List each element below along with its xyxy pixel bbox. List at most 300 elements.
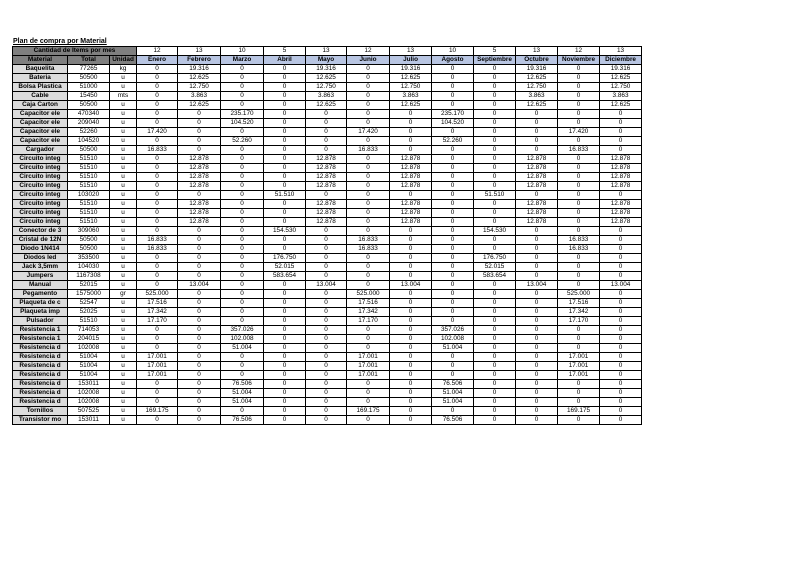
month-value-cell: 0	[390, 128, 432, 137]
month-value-cell: 0	[600, 263, 642, 272]
month-value-cell: 102.008	[221, 335, 264, 344]
month-value-cell: 0	[264, 362, 306, 371]
month-value-cell: 12.878	[390, 164, 432, 173]
unit-cell: u	[110, 128, 137, 137]
month-value-cell: 0	[347, 137, 390, 146]
table-row	[13, 362, 642, 371]
month-value-cell: 12.625	[178, 74, 221, 83]
month-value-cell: 169.175	[347, 407, 390, 416]
month-value-cell: 0	[390, 191, 432, 200]
month-value-cell: 0	[137, 200, 178, 209]
month-value-cell: 0	[221, 227, 264, 236]
month-value-cell: 0	[390, 245, 432, 254]
month-header: Octubre	[516, 56, 558, 65]
month-value-cell: 0	[558, 200, 600, 209]
unit-cell: u	[110, 227, 137, 236]
month-value-cell: 235.170	[221, 110, 264, 119]
month-value-cell: 0	[221, 353, 264, 362]
material-cell: Bateria	[13, 74, 68, 83]
month-value-cell: 0	[474, 389, 516, 398]
month-value-cell: 0	[347, 263, 390, 272]
month-value-cell: 0	[221, 155, 264, 164]
month-value-cell: 12.878	[516, 200, 558, 209]
table-row	[13, 281, 642, 290]
month-value-cell: 16.833	[137, 146, 178, 155]
month-value-cell: 0	[306, 389, 347, 398]
month-value-cell: 0	[264, 128, 306, 137]
month-value-cell: 0	[600, 398, 642, 407]
total-cell: 51000	[68, 83, 110, 92]
unit-cell: u	[110, 137, 137, 146]
month-value-cell: 0	[558, 380, 600, 389]
month-value-cell: 16.833	[558, 146, 600, 155]
month-value-cell: 12.625	[390, 74, 432, 83]
month-value-cell: 0	[178, 344, 221, 353]
month-value-cell: 13.004	[178, 281, 221, 290]
month-value-cell: 0	[264, 155, 306, 164]
month-value-cell: 0	[264, 308, 306, 317]
month-value-cell: 0	[432, 146, 474, 155]
month-value-cell: 0	[178, 137, 221, 146]
month-value-cell: 0	[474, 92, 516, 101]
material-cell: Pegamento	[13, 290, 68, 299]
month-value-cell: 0	[264, 371, 306, 380]
month-value-cell: 12.878	[390, 173, 432, 182]
month-value-cell: 17.001	[558, 353, 600, 362]
unit-cell: u	[110, 344, 137, 353]
month-value-cell: 0	[347, 119, 390, 128]
month-value-cell: 12.625	[306, 101, 347, 110]
table-row	[13, 128, 642, 137]
month-value-cell: 12.750	[600, 83, 642, 92]
unit-cell: u	[110, 119, 137, 128]
month-value-cell: 0	[178, 227, 221, 236]
table-row	[13, 380, 642, 389]
month-value-cell: 0	[137, 209, 178, 218]
total-cell: 153011	[68, 380, 110, 389]
month-value-cell: 0	[600, 299, 642, 308]
total-cell: 51510	[68, 209, 110, 218]
total-cell: 50500	[68, 146, 110, 155]
month-value-cell: 0	[474, 236, 516, 245]
month-value-cell: 525.000	[558, 290, 600, 299]
unit-cell: u	[110, 308, 137, 317]
month-value-cell: 0	[264, 236, 306, 245]
month-value-cell: 0	[516, 245, 558, 254]
month-value-cell: 0	[221, 308, 264, 317]
month-value-cell: 0	[390, 389, 432, 398]
month-value-cell: 12.750	[516, 83, 558, 92]
month-value-cell: 0	[264, 416, 306, 425]
month-count: 5	[474, 47, 516, 56]
month-value-cell: 0	[137, 155, 178, 164]
month-value-cell: 0	[264, 344, 306, 353]
month-value-cell: 0	[178, 389, 221, 398]
month-value-cell: 0	[347, 281, 390, 290]
month-value-cell: 0	[432, 317, 474, 326]
month-value-cell: 17.001	[347, 371, 390, 380]
month-value-cell: 0	[306, 326, 347, 335]
month-value-cell: 0	[347, 65, 390, 74]
month-value-cell: 0	[474, 110, 516, 119]
month-count: 12	[558, 47, 600, 56]
month-value-cell: 0	[600, 308, 642, 317]
month-value-cell: 12.878	[600, 200, 642, 209]
month-value-cell: 0	[390, 119, 432, 128]
total-cell: 51510	[68, 182, 110, 191]
table-row	[13, 209, 642, 218]
material-cell: Jumpers	[13, 272, 68, 281]
unit-cell: u	[110, 83, 137, 92]
month-value-cell: 0	[558, 110, 600, 119]
table-row	[13, 173, 642, 182]
unit-cell: u	[110, 110, 137, 119]
month-value-cell: 0	[600, 407, 642, 416]
month-value-cell: 0	[390, 272, 432, 281]
month-value-cell: 104.520	[221, 119, 264, 128]
material-cell: Capacitor ele	[13, 137, 68, 146]
col-material: Material	[13, 56, 68, 65]
month-value-cell: 0	[137, 101, 178, 110]
month-value-cell: 12.878	[600, 173, 642, 182]
month-value-cell: 0	[390, 254, 432, 263]
month-value-cell: 0	[516, 416, 558, 425]
month-value-cell: 12.878	[600, 182, 642, 191]
unit-cell: u	[110, 200, 137, 209]
month-value-cell: 0	[432, 272, 474, 281]
month-value-cell: 0	[432, 290, 474, 299]
month-value-cell: 0	[432, 173, 474, 182]
month-value-cell: 0	[600, 317, 642, 326]
month-value-cell: 12.878	[390, 182, 432, 191]
month-value-cell: 0	[600, 137, 642, 146]
month-value-cell: 0	[264, 245, 306, 254]
month-value-cell: 13.004	[516, 281, 558, 290]
month-value-cell: 0	[474, 344, 516, 353]
month-value-cell: 12.878	[516, 164, 558, 173]
month-value-cell: 0	[474, 335, 516, 344]
table-row	[13, 299, 642, 308]
month-value-cell: 12.625	[390, 101, 432, 110]
month-value-cell: 0	[558, 254, 600, 263]
month-value-cell: 0	[264, 74, 306, 83]
month-value-cell: 3.863	[178, 92, 221, 101]
total-cell: 209040	[68, 119, 110, 128]
month-value-cell: 0	[558, 416, 600, 425]
material-cell: Circuito integ	[13, 155, 68, 164]
month-value-cell: 0	[347, 218, 390, 227]
month-value-cell: 0	[347, 398, 390, 407]
month-value-cell: 0	[600, 119, 642, 128]
month-value-cell: 0	[474, 155, 516, 164]
month-value-cell: 0	[432, 371, 474, 380]
month-value-cell: 0	[474, 416, 516, 425]
month-header: Marzo	[221, 56, 264, 65]
month-value-cell: 0	[178, 245, 221, 254]
month-value-cell: 0	[221, 281, 264, 290]
month-value-cell: 0	[432, 182, 474, 191]
month-value-cell: 0	[558, 389, 600, 398]
table-row	[13, 308, 642, 317]
month-value-cell: 12.878	[390, 218, 432, 227]
total-cell: 77265	[68, 65, 110, 74]
col-unidad: Unidad	[110, 56, 137, 65]
month-value-cell: 0	[306, 245, 347, 254]
month-value-cell: 0	[432, 74, 474, 83]
month-value-cell: 17.001	[347, 362, 390, 371]
month-count: 13	[306, 47, 347, 56]
month-value-cell: 51.004	[221, 389, 264, 398]
unit-cell: u	[110, 263, 137, 272]
unit-cell: u	[110, 299, 137, 308]
table-row	[13, 344, 642, 353]
table-row	[13, 137, 642, 146]
month-value-cell: 0	[306, 398, 347, 407]
month-value-cell: 12.878	[306, 173, 347, 182]
unit-cell: u	[110, 245, 137, 254]
month-value-cell: 0	[221, 272, 264, 281]
total-cell: 104030	[68, 263, 110, 272]
month-value-cell: 0	[558, 398, 600, 407]
month-value-cell: 0	[558, 137, 600, 146]
material-cell: Resistencia d	[13, 380, 68, 389]
unit-cell: u	[110, 182, 137, 191]
table-row	[13, 164, 642, 173]
month-value-cell: 0	[306, 119, 347, 128]
month-value-cell: 12.878	[178, 200, 221, 209]
total-cell: 103020	[68, 191, 110, 200]
material-cell: Circuito integ	[13, 191, 68, 200]
month-value-cell: 0	[558, 164, 600, 173]
unit-cell: u	[110, 335, 137, 344]
month-value-cell: 12.878	[600, 218, 642, 227]
month-value-cell: 154.530	[264, 227, 306, 236]
month-value-cell: 0	[264, 389, 306, 398]
month-value-cell: 0	[600, 362, 642, 371]
month-value-cell: 12.878	[516, 209, 558, 218]
month-value-cell: 51.510	[474, 191, 516, 200]
month-value-cell: 0	[221, 146, 264, 155]
unit-cell: u	[110, 236, 137, 245]
month-value-cell: 0	[137, 335, 178, 344]
month-value-cell: 0	[516, 227, 558, 236]
month-value-cell: 0	[178, 335, 221, 344]
month-value-cell: 0	[137, 254, 178, 263]
month-value-cell: 0	[137, 119, 178, 128]
month-value-cell: 0	[600, 146, 642, 155]
month-value-cell: 0	[432, 209, 474, 218]
month-value-cell: 0	[264, 299, 306, 308]
month-value-cell: 0	[264, 209, 306, 218]
month-value-cell: 0	[347, 326, 390, 335]
month-value-cell: 0	[264, 380, 306, 389]
month-value-cell: 3.863	[390, 92, 432, 101]
month-value-cell: 0	[390, 110, 432, 119]
month-value-cell: 0	[474, 290, 516, 299]
month-value-cell: 583.654	[264, 272, 306, 281]
month-value-cell: 0	[221, 290, 264, 299]
month-value-cell: 0	[390, 290, 432, 299]
month-value-cell: 0	[600, 353, 642, 362]
month-value-cell: 0	[474, 407, 516, 416]
total-cell: 309060	[68, 227, 110, 236]
month-value-cell: 0	[347, 155, 390, 164]
month-count: 5	[264, 47, 306, 56]
total-cell: 204015	[68, 335, 110, 344]
month-value-cell: 0	[178, 191, 221, 200]
purchase-plan-table	[12, 46, 642, 425]
month-value-cell: 0	[474, 200, 516, 209]
table-row	[13, 119, 642, 128]
total-cell: 50500	[68, 245, 110, 254]
month-value-cell: 12.878	[306, 209, 347, 218]
month-value-cell: 0	[516, 263, 558, 272]
month-value-cell: 0	[264, 110, 306, 119]
month-value-cell: 0	[516, 137, 558, 146]
month-value-cell: 17.001	[558, 371, 600, 380]
month-value-cell: 0	[306, 344, 347, 353]
table-row	[13, 272, 642, 281]
month-value-cell: 0	[558, 173, 600, 182]
month-value-cell: 0	[306, 137, 347, 146]
month-value-cell: 51.510	[264, 191, 306, 200]
total-cell: 102008	[68, 389, 110, 398]
material-cell: Circuito integ	[13, 209, 68, 218]
month-header: Diciembre	[600, 56, 642, 65]
month-value-cell: 0	[264, 173, 306, 182]
month-value-cell: 0	[306, 236, 347, 245]
month-value-cell: 0	[347, 101, 390, 110]
month-value-cell: 0	[221, 74, 264, 83]
month-value-cell: 0	[137, 344, 178, 353]
month-value-cell: 0	[474, 326, 516, 335]
month-value-cell: 0	[306, 290, 347, 299]
month-value-cell: 0	[558, 74, 600, 83]
month-value-cell: 0	[474, 83, 516, 92]
total-cell: 51510	[68, 317, 110, 326]
month-value-cell: 3.863	[516, 92, 558, 101]
total-cell: 51004	[68, 353, 110, 362]
month-value-cell: 76.506	[432, 380, 474, 389]
month-value-cell: 102.008	[432, 335, 474, 344]
material-cell: Resistencia 1	[13, 326, 68, 335]
material-cell: Manual	[13, 281, 68, 290]
material-cell: Circuito integ	[13, 173, 68, 182]
month-value-cell: 0	[600, 128, 642, 137]
month-value-cell: 0	[474, 74, 516, 83]
material-cell: Transistor mo	[13, 416, 68, 425]
month-value-cell: 0	[474, 65, 516, 74]
material-cell: Capacitor ele	[13, 110, 68, 119]
month-value-cell: 0	[390, 263, 432, 272]
month-value-cell: 17.001	[137, 362, 178, 371]
month-value-cell: 0	[600, 290, 642, 299]
month-value-cell: 357.026	[432, 326, 474, 335]
month-value-cell: 0	[221, 191, 264, 200]
month-value-cell: 0	[137, 380, 178, 389]
month-value-cell: 0	[347, 92, 390, 101]
month-value-cell: 76.506	[221, 416, 264, 425]
month-value-cell: 176.750	[264, 254, 306, 263]
material-cell: Cargador	[13, 146, 68, 155]
month-value-cell: 0	[516, 290, 558, 299]
month-value-cell: 0	[178, 380, 221, 389]
month-value-cell: 13.004	[390, 281, 432, 290]
month-value-cell: 12.750	[306, 83, 347, 92]
month-value-cell: 51.004	[432, 389, 474, 398]
table-row	[13, 389, 642, 398]
month-value-cell: 0	[221, 83, 264, 92]
month-value-cell: 0	[137, 272, 178, 281]
material-cell: Circuito integ	[13, 164, 68, 173]
month-value-cell: 0	[432, 353, 474, 362]
month-value-cell: 0	[137, 74, 178, 83]
month-value-cell: 0	[347, 380, 390, 389]
month-value-cell: 0	[474, 128, 516, 137]
month-value-cell: 0	[221, 173, 264, 182]
month-value-cell: 0	[558, 83, 600, 92]
month-value-cell: 0	[347, 389, 390, 398]
month-value-cell: 0	[221, 317, 264, 326]
month-value-cell: 0	[347, 200, 390, 209]
month-value-cell: 0	[347, 227, 390, 236]
month-value-cell: 0	[516, 335, 558, 344]
unit-cell: u	[110, 191, 137, 200]
month-value-cell: 154.530	[474, 227, 516, 236]
month-value-cell: 17.342	[558, 308, 600, 317]
total-cell: 51510	[68, 218, 110, 227]
month-value-cell: 12.878	[306, 218, 347, 227]
month-value-cell: 0	[390, 371, 432, 380]
month-value-cell: 0	[516, 380, 558, 389]
month-value-cell: 0	[600, 110, 642, 119]
month-value-cell: 16.833	[137, 236, 178, 245]
table-row	[13, 371, 642, 380]
month-value-cell: 17.342	[347, 308, 390, 317]
month-value-cell: 12.625	[178, 101, 221, 110]
month-value-cell: 0	[178, 254, 221, 263]
total-cell: 104520	[68, 137, 110, 146]
month-value-cell: 12.625	[516, 101, 558, 110]
table-row	[13, 263, 642, 272]
col-total: Total	[68, 56, 110, 65]
month-value-cell: 525.000	[137, 290, 178, 299]
table-row	[13, 92, 642, 101]
month-value-cell: 0	[137, 227, 178, 236]
month-value-cell: 17.001	[137, 371, 178, 380]
unit-cell: u	[110, 281, 137, 290]
month-value-cell: 169.175	[558, 407, 600, 416]
month-value-cell: 12.878	[306, 182, 347, 191]
unit-cell: u	[110, 398, 137, 407]
month-value-cell: 0	[306, 191, 347, 200]
table-row	[13, 65, 642, 74]
month-value-cell: 0	[306, 227, 347, 236]
month-value-cell: 51.004	[221, 398, 264, 407]
month-value-cell: 16.833	[347, 245, 390, 254]
month-value-cell: 0	[178, 290, 221, 299]
month-value-cell: 0	[347, 74, 390, 83]
month-value-cell: 0	[178, 398, 221, 407]
month-value-cell: 12.878	[390, 155, 432, 164]
month-value-cell: 525.000	[347, 290, 390, 299]
month-count: 13	[600, 47, 642, 56]
month-value-cell: 0	[264, 92, 306, 101]
month-value-cell: 17.420	[347, 128, 390, 137]
month-value-cell: 12.878	[516, 182, 558, 191]
month-value-cell: 0	[516, 272, 558, 281]
material-cell: Capacitor ele	[13, 119, 68, 128]
